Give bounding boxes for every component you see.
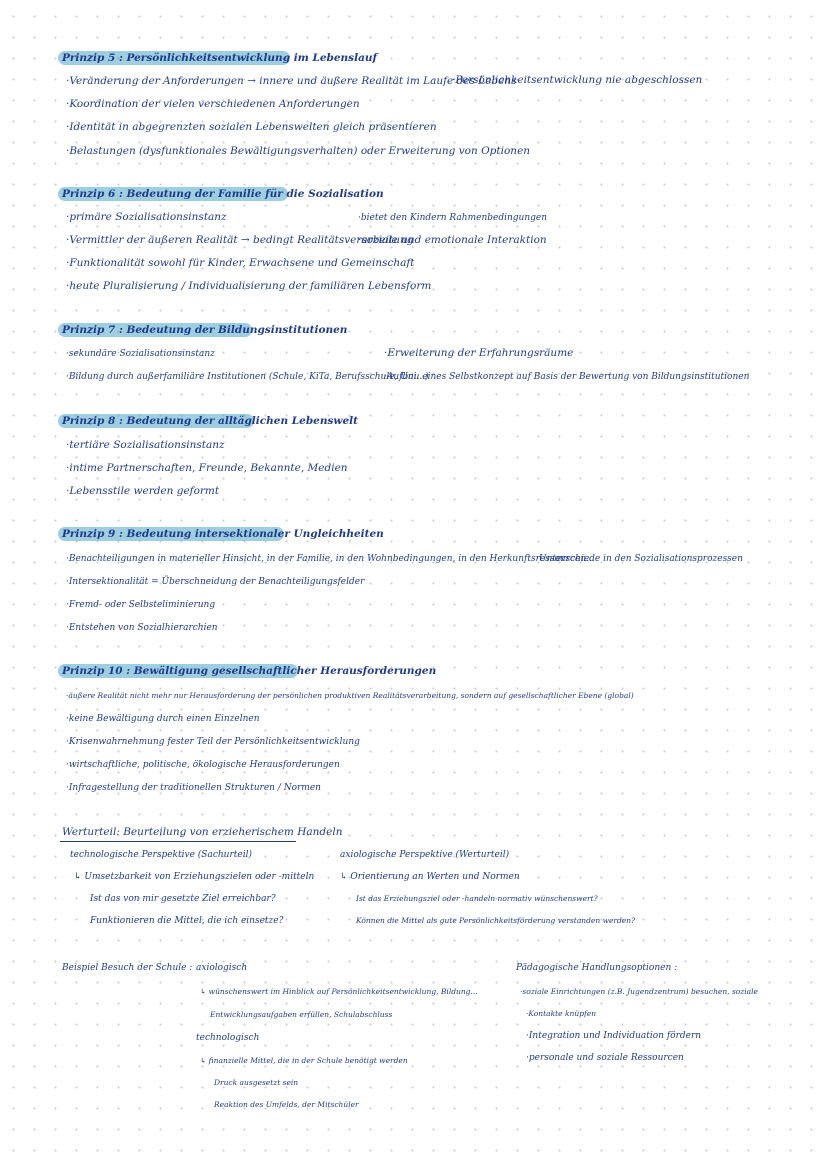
list-item: ·Entstehen von Sozialhierarchien <box>66 623 218 633</box>
list-item: ·tertiäre Sozialisationsinstanz <box>66 439 225 451</box>
option-item: ·soziale Einrichtungen (z.B. Jugendzentrum) besuchen, soziale <box>520 987 758 996</box>
list-item: ·heute Pluralisierung / Individualisierung der familiären Lebensform <box>66 280 432 292</box>
side-note: ·Unterschiede in den Sozialisationsprozessen <box>536 554 743 564</box>
option-item: ·Integration und Individuation fördern <box>526 1031 702 1041</box>
section-title-p8: Prinzip 8 : Bedeutung der alltäglichen Lebenswelt <box>62 415 358 427</box>
example-line: axiologisch <box>196 963 248 973</box>
section-title-p7: Prinzip 7 : Bedeutung der Bildungsinstitutionen <box>62 324 348 336</box>
list-item: ·Bildung durch außerfamiliäre Institutionen (Schule, KiTa, Berufsschule, Uni...) <box>66 372 429 382</box>
option-item: ·personale und soziale Ressourcen <box>526 1053 684 1063</box>
example-line: ↳ wünschenswert im Hinblick auf Persönlichkeitsentwicklung, Bildung... <box>200 987 478 996</box>
list-item: ·Lebensstile werden geformt <box>66 485 220 497</box>
section-title-p10: Prinzip 10 : Bewältigung gesellschaftlicher Herausforderungen <box>62 665 437 677</box>
side-note: ·bietet den Kindern Rahmenbedingungen <box>358 213 547 223</box>
example-label: Beispiel Besuch der Schule : <box>62 963 193 973</box>
side-note: ·Erweiterung der Erfahrungsräume <box>384 347 574 359</box>
right-perspective: Können die Mittel als gute Persönlichkeitsförderung verstanden werden? <box>356 916 636 925</box>
list-item: ·Koordination der vielen verschiedenen Anforderungen <box>66 98 360 110</box>
list-item: ·Belastungen (dysfunktionales Bewältigungsverhalten) oder Erweiterung von Optionen <box>66 145 531 157</box>
list-item: ·wirtschaftliche, politische, ökologische Herausforderungen <box>66 760 340 770</box>
list-item: ·Funktionalität sowohl für Kinder, Erwachsene und Gemeinschaft <box>66 257 415 269</box>
list-item: ·primäre Sozialisationsinstanz <box>66 211 227 223</box>
options-title: Pädagogische Handlungsoptionen : <box>516 963 678 973</box>
list-item: ·Benachteiligungen in materieller Hinsicht, in der Familie, in den Wohnbedingungen, in den Herkunftsressourcen... <box>66 554 595 564</box>
left-perspective: ↳ Umsetzbarkeit von Erziehungszielen oder -mitteln <box>74 872 315 882</box>
list-item: ·Intersektionalität = Überschneidung der Benachteiligungsfelder <box>66 577 365 587</box>
option-item: ·Kontakte knüpfen <box>526 1009 597 1018</box>
section-title-p9: Prinzip 9 : Bedeutung intersektionaler Ungleichheiten <box>62 528 384 540</box>
left-perspective: Ist das von mir gesetzte Ziel erreichbar? <box>90 894 276 904</box>
section-title-p6: Prinzip 6 : Bedeutung der Familie für die Sozialisation <box>62 188 384 200</box>
right-perspective: axiologische Perspektive (Werturteil) <box>340 850 510 860</box>
right-perspective: Ist das Erziehungsziel oder -handeln normativ wünschenswert? <box>356 894 598 903</box>
list-item: ·Krisenwahrnehmung fester Teil der Persönlichkeitsentwicklung <box>66 737 360 747</box>
section-title-werturteil: Werturteil: Beurteilung von erzieherischem Handeln <box>62 826 343 838</box>
example-line: technologisch <box>196 1033 260 1043</box>
list-item: ·Veränderung der Anforderungen → innere und äußere Realität im Laufe des Lebens <box>66 75 517 87</box>
right-perspective: ↳ Orientierung an Werten und Normen <box>340 872 520 882</box>
list-item: ·sekundäre Sozialisationsinstanz <box>66 349 215 359</box>
example-line: ↳ finanzielle Mittel, die in der Schule benötigt werden <box>200 1056 408 1065</box>
list-item: ·keine Bewältigung durch einen Einzelnen <box>66 714 260 724</box>
side-note: ·Persönlichkeitsentwicklung nie abgeschlossen <box>452 74 703 86</box>
example-line: Druck ausgesetzt sein <box>214 1078 299 1087</box>
list-item: ·äußere Realität nicht mehr nur Herausforderung der persönlichen produktiven Realitätsverarbeitung, sondern auf gesellschaftlicher Ebene (global) <box>66 691 634 700</box>
side-note: ·Aufbau eines Selbstkonzept auf Basis der Bewertung von Bildungsinstitutionen <box>384 372 750 382</box>
side-note: ·soziale und emotionale Interaktion <box>358 234 547 246</box>
list-item: ·Fremd- oder Selbsteliminierung <box>66 600 216 610</box>
example-line: Entwicklungsaufgaben erfüllen, Schulabschluss <box>210 1010 393 1019</box>
list-item: ·Infragestellung der traditionellen Strukturen / Normen <box>66 783 321 793</box>
example-line: Reaktion des Umfelds, der Mitschüler <box>214 1100 359 1109</box>
left-perspective: Funktionieren die Mittel, die ich einsetze? <box>90 916 284 926</box>
list-item: ·Identität in abgegrenzten sozialen Lebenswelten gleich präsentieren <box>66 121 437 133</box>
left-perspective: technologische Perspektive (Sachurteil) <box>70 850 252 860</box>
list-item: ·intime Partnerschaften, Freunde, Bekannte, Medien <box>66 462 348 474</box>
list-item: ·Vermittler der äußeren Realität → bedingt Realitätsverarbeitung <box>66 234 414 246</box>
title-underline <box>60 841 296 842</box>
section-title-p5: Prinzip 5 : Persönlichkeitsentwicklung im Lebenslauf <box>62 52 378 64</box>
